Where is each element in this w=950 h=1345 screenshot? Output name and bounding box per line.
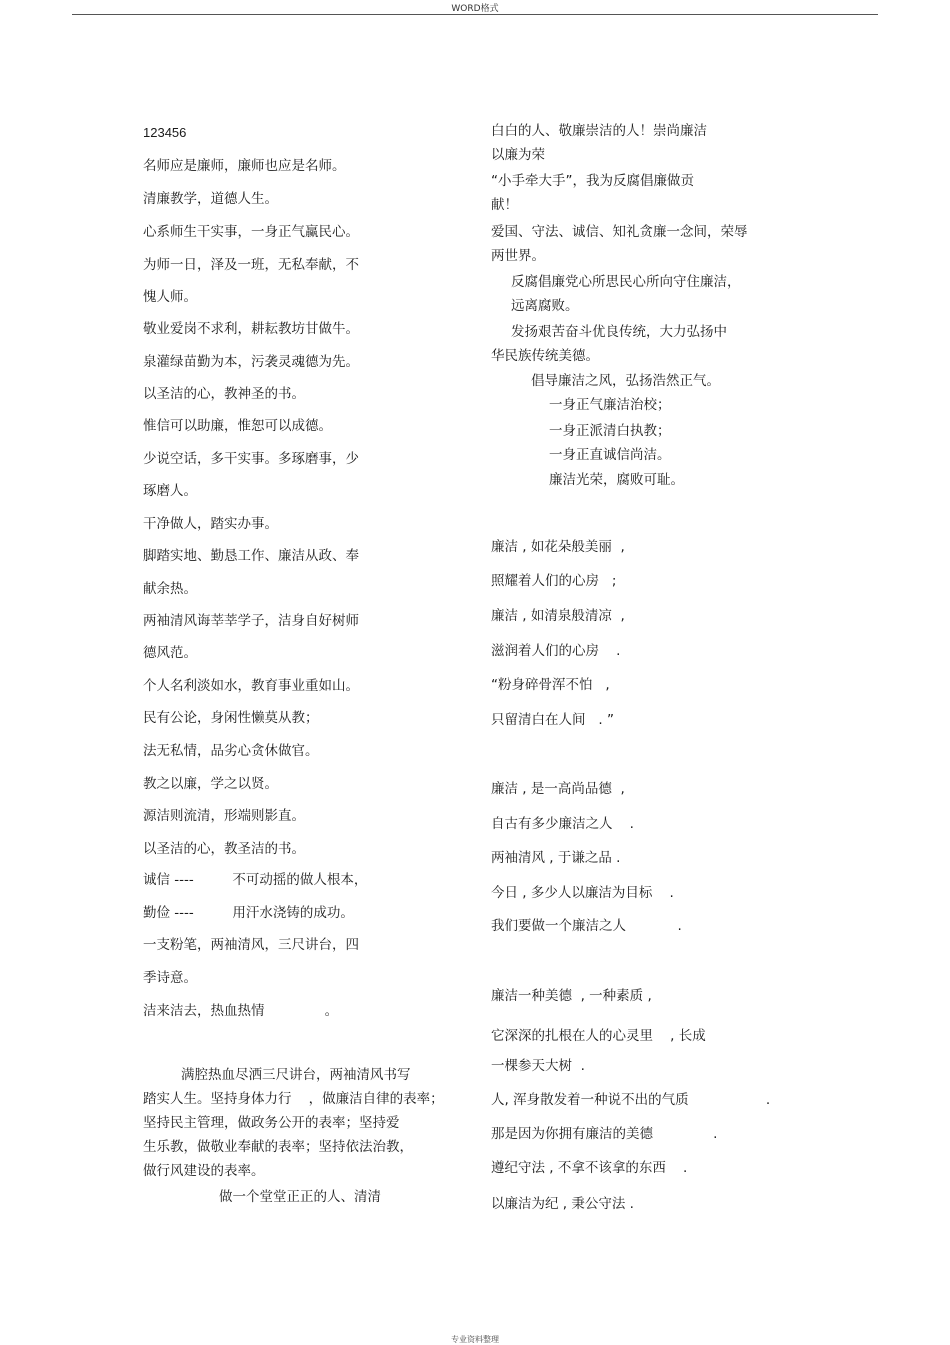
text-line: 民有公论，身闲性懒莫从教； bbox=[143, 710, 319, 726]
page-footer: 专业资料整理 bbox=[451, 1335, 499, 1344]
text-line: 个人名利淡如水，教育事业重如山。 bbox=[143, 678, 359, 694]
text-line: 华民族传统美德。 bbox=[491, 348, 599, 364]
text-line: 廉洁 , 是一高尚品德 , bbox=[491, 781, 625, 797]
text-line: 源洁则流清，形端则影直。 bbox=[143, 808, 305, 824]
text-line: 生乐教，做敬业奉献的表率；坚持依法治教， bbox=[143, 1139, 413, 1155]
text-line: 泉灌绿苗勤为本，污袭灵魂德为先。 bbox=[143, 354, 359, 370]
text-line: 满腔热血尽洒三尺讲台，两袖清风书写 bbox=[181, 1067, 411, 1083]
text-line: 今日 , 多少人以廉洁为目标 . bbox=[491, 885, 674, 901]
text-line: 廉洁 , 如花朵般美丽 , bbox=[491, 539, 625, 555]
text-line: 远离腐败。 bbox=[511, 298, 579, 314]
text-line: 脚踏实地、勤恳工作、廉洁从政、奉 bbox=[143, 548, 359, 564]
text-line: 诚信 ---- 不可动摇的做人根本， bbox=[143, 872, 368, 888]
text-line: 清廉教学，道德人生。 bbox=[143, 191, 278, 207]
text-line: 它深深的扎根在人的心灵里 , 长成 bbox=[491, 1028, 706, 1044]
text-line: 123456 bbox=[143, 125, 187, 140]
text-line: 照耀着人们的心房 ; bbox=[491, 573, 617, 589]
text-line: 做行风建设的表率。 bbox=[143, 1163, 265, 1179]
text-line: 一身正气廉洁治校； bbox=[549, 397, 671, 413]
text-line: 为师一日，泽及一班，无私奉献，不 bbox=[143, 257, 359, 273]
text-line: 敬业爱岗不求利，耕耘教坊甘做牛。 bbox=[143, 321, 359, 337]
text-line: 遵纪守法 , 不拿不该拿的东西 . bbox=[491, 1160, 688, 1176]
text-line: 两袖清风 , 于谦之品 . bbox=[491, 850, 621, 866]
text-line: 洁来洁去，热血热情 。 bbox=[143, 1003, 339, 1019]
text-line: 一身正派清白执教； bbox=[549, 423, 671, 439]
text-line: 一棵参天大树 . bbox=[491, 1058, 585, 1074]
text-line: 爱国、守法、诚信、知礼贪廉一念间，荣辱 bbox=[491, 224, 748, 240]
text-line: 惟信可以助廉，惟恕可以成德。 bbox=[143, 418, 332, 434]
text-line: 一支粉笔，两袖清风，三尺讲台，四 bbox=[143, 937, 359, 953]
text-line: 两世界。 bbox=[491, 248, 545, 264]
text-line: 我们要做一个廉洁之人 . bbox=[491, 918, 682, 934]
text-line: 德风范。 bbox=[143, 645, 197, 661]
text-line: 踏实人生。坚持身体力行 ，做廉洁自律的表率； bbox=[143, 1091, 444, 1107]
text-line: 献余热。 bbox=[143, 581, 197, 597]
text-line: 反腐倡廉党心所思民心所向守住廉洁， bbox=[511, 274, 741, 290]
text-line: 法无私情，品劣心贪休做官。 bbox=[143, 743, 319, 759]
text-line: 以廉为荣 bbox=[491, 147, 545, 163]
text-line: 季诗意。 bbox=[143, 970, 197, 986]
text-line: 以圣洁的心，教圣洁的书。 bbox=[143, 841, 305, 857]
text-line: 坚持民主管理，做政务公开的表率；坚持爱 bbox=[143, 1115, 400, 1131]
text-line: 那是因为你拥有廉洁的美德 . bbox=[491, 1126, 718, 1142]
text-line: 献！ bbox=[491, 197, 518, 213]
text-line: 愧人师。 bbox=[143, 289, 197, 305]
text-line: 勤俭 ---- 用汗水浇铸的成功。 bbox=[143, 905, 354, 921]
text-line: “粉身碎骨浑不怕 , bbox=[491, 677, 610, 693]
text-line: 少说空话，多干实事。多琢磨事，少 bbox=[143, 451, 359, 467]
text-line: 干净做人，踏实办事。 bbox=[143, 516, 278, 532]
text-line: 倡导廉洁之风，弘扬浩然正气。 bbox=[531, 373, 720, 389]
text-line: 白白的人、敬廉崇洁的人！崇尚廉洁 bbox=[491, 123, 707, 139]
text-line: 发扬艰苦奋斗优良传统，大力弘扬中 bbox=[511, 324, 727, 340]
text-line: 只留清白在人间 . ” bbox=[491, 712, 614, 728]
text-line: 廉洁 , 如清泉般清凉 , bbox=[491, 608, 625, 624]
text-line: 教之以廉，学之以贤。 bbox=[143, 776, 278, 792]
text-line: 人, 浑身散发着一种说不出的气质 . bbox=[491, 1092, 771, 1108]
text-line: 做一个堂堂正正的人、清清 bbox=[219, 1189, 381, 1205]
header-rule bbox=[72, 14, 878, 15]
text-line: 心系师生干实事，一身正气赢民心。 bbox=[143, 224, 359, 240]
text-line: 廉洁光荣，腐败可耻。 bbox=[549, 472, 684, 488]
text-line: 两袖清风诲莘莘学子，洁身自好树师 bbox=[143, 613, 359, 629]
text-line: 琢磨人。 bbox=[143, 483, 197, 499]
text-line: “小手牵大手”，我为反腐倡廉做贡 bbox=[491, 173, 694, 189]
text-line: 滋润着人们的心房 . bbox=[491, 643, 621, 659]
page-header: WORD格式 bbox=[451, 4, 499, 14]
text-line: 廉洁一种美德 , 一种素质 , bbox=[491, 988, 652, 1004]
text-line: 以廉洁为纪 , 秉公守法 . bbox=[491, 1196, 634, 1212]
text-line: 一身正直诚信尚洁。 bbox=[549, 447, 671, 463]
text-line: 名师应是廉师，廉师也应是名师。 bbox=[143, 158, 346, 174]
text-line: 以圣洁的心，教神圣的书。 bbox=[143, 386, 305, 402]
text-line: 自古有多少廉洁之人 . bbox=[491, 816, 634, 832]
